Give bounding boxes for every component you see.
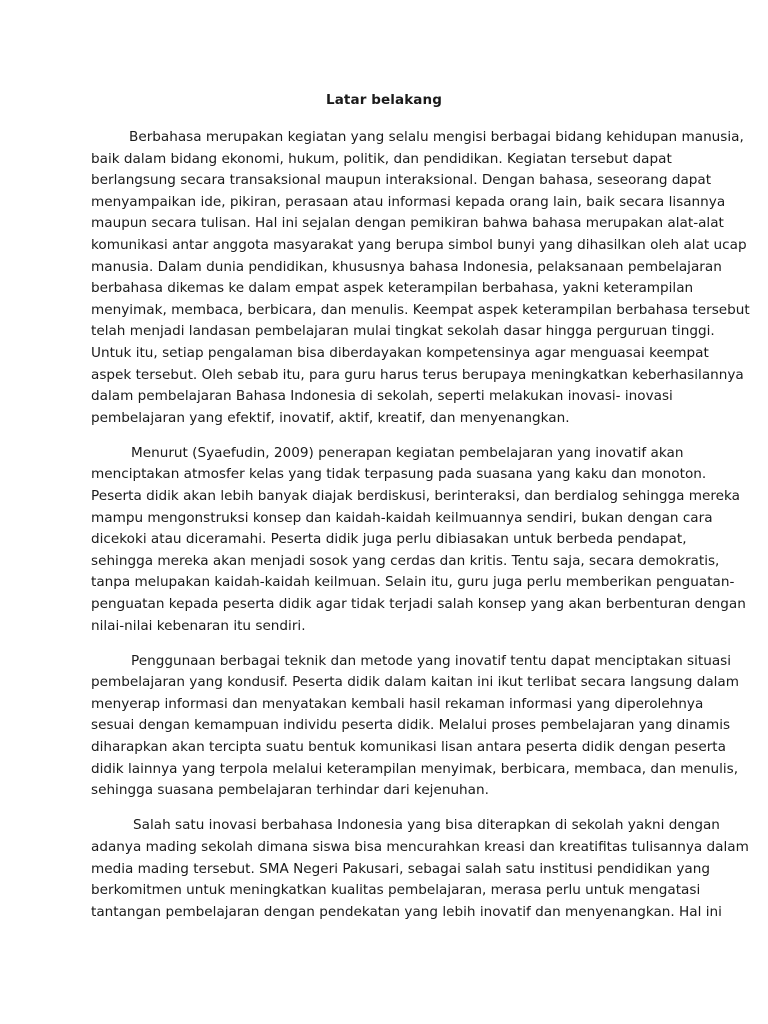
text-line: manusia. Dalam dunia pendidikan, khususnya bahasa Indonesia, pelaksanaan pembelajaran — [91, 258, 722, 275]
text-line: dicekoki atau diceramahi. Peserta didik juga perlu dibiasakan untuk berbeda pendapat, — [91, 531, 687, 548]
text-line: media mading tersebut. SMA Negeri Pakusari, sebagai salah satu institusi pendidikan yang — [91, 860, 710, 877]
text-line: menyampaikan ide, pikiran, perasaan atau informasi kepada orang lain, baik secara lisannya — [91, 193, 726, 210]
text-line: Salah satu inovasi berbahasa Indonesia yang bisa diterapkan di sekolah yakni dengan — [133, 817, 720, 834]
text-line: berlangsung secara transaksional maupun interaksional. Dengan bahasa, seseorang dapat — [91, 172, 712, 189]
text-line: pembelajaran yang efektif, inovatif, aktif, kreatif, dan menyenangkan. — [91, 409, 570, 426]
text-line: tanpa melupakan kaidah-kaidah keilmuan. Selain itu, guru juga perlu memberikan penguatan- — [91, 574, 735, 591]
text-line: Peserta didik akan lebih banyak diajak berdiskusi, berinteraksi, dan berdialog sehingga mereka — [91, 488, 740, 504]
text-line: pembelajaran yang kondusif. Peserta didik dalam kaitan ini ikut terlibat secara langsung dalam — [91, 674, 740, 691]
text-line: aspek tersebut. Oleh sebab itu, para guru harus terus berupaya meningkatkan keberhasilannya — [91, 366, 744, 383]
text-line: berkomitmen untuk meningkatkan kualitas pembelajaran, merasa perlu untuk mengatasi — [91, 882, 701, 899]
text-line: sehingga mereka akan menjadi sosok yang cerdas dan kritis. Tentu saja, secara demokratis, — [91, 552, 720, 569]
paragraph-2 — [91, 443, 746, 637]
paragraph-4 — [91, 815, 749, 923]
text-line: sesuai dengan kemampuan individu peserta didik. Melalui proses pembelajaran yang dinamis — [91, 717, 731, 734]
text-line: mampu mengonstruksi konsep dan kaidah-kaidah keilmuannya sendiri, bukan dengan cara — [91, 509, 713, 526]
paragraph-3 — [91, 651, 740, 802]
text-line: Penggunaan berbagai teknik dan metode yang inovatif tentu dapat menciptakan situasi — [131, 652, 732, 669]
document-title: Latar belakang — [326, 92, 442, 108]
text-line: menciptakan atmosfer kelas yang tidak terpasung pada suasana yang kaku dan monoton. — [91, 466, 707, 483]
text-line: adanya mading sekolah dimana siswa bisa mencurahkan kreasi dan kreatifitas tulisannya dalam — [91, 838, 749, 855]
text-line: telah menjadi landasan pembelajaran mulai tingkat sekolah dasar hingga perguruan tinggi. — [91, 323, 715, 340]
paragraph-1 — [91, 127, 750, 429]
text-line: Berbahasa merupakan kegiatan yang selalu mengisi berbagai bidang kehidupan manusia, — [129, 129, 744, 145]
document-body — [91, 127, 750, 937]
text-line: baik dalam bidang ekonomi, hukum, politik, dan pendidikan. Kegiatan tersebut dapat — [91, 150, 672, 167]
text-line: sehingga suasana pembelajaran terhindar dari kejenuhan. — [91, 782, 489, 799]
text-line: Untuk itu, setiap pengalaman bisa diberdayakan kompetensinya agar menguasai keempat — [91, 344, 709, 361]
text-line: Menurut (Syaefudin, 2009) penerapan kegiatan pembelajaran yang inovatif akan — [131, 444, 684, 461]
text-line: komunikasi antar anggota masyarakat yang berupa simbol bunyi yang dihasilkan oleh alat ucap — [91, 236, 747, 253]
text-line: menyerap informasi dan menyatakan kembali hasil rekaman informasi yang diperolehnya — [91, 695, 704, 712]
text-line: tantangan pembelajaran dengan pendekatan yang lebih inovatif dan menyenangkan. Hal ini — [91, 903, 722, 920]
text-line: dalam pembelajaran Bahasa Indonesia di sekolah, seperti melakukan inovasi- inovasi — [91, 388, 673, 405]
text-line: maupun secara tulisan. Hal ini sejalan dengan pemikiran bahwa bahasa merupakan alat-alat — [91, 215, 724, 232]
text-line: nilai-nilai kebenaran itu sendiri. — [91, 617, 306, 634]
text-line: penguatan kepada peserta didik agar tidak terjadi salah konsep yang akan berbenturan dengan — [91, 595, 746, 612]
text-line: berbahasa dikemas ke dalam empat aspek keterampilan berbahasa, yakni keterampilan — [91, 280, 694, 297]
text-line: menyimak, membaca, berbicara, dan menulis. Keempat aspek keterampilan berbahasa tersebut — [91, 301, 750, 318]
text-line: diharapkan akan tercipta suatu bentuk komunikasi lisan antara peserta didik dengan peserta — [91, 739, 726, 756]
text-line: didik lainnya yang terpola melalui keterampilan menyimak, berbicara, membaca, dan menulis, — [91, 760, 739, 777]
